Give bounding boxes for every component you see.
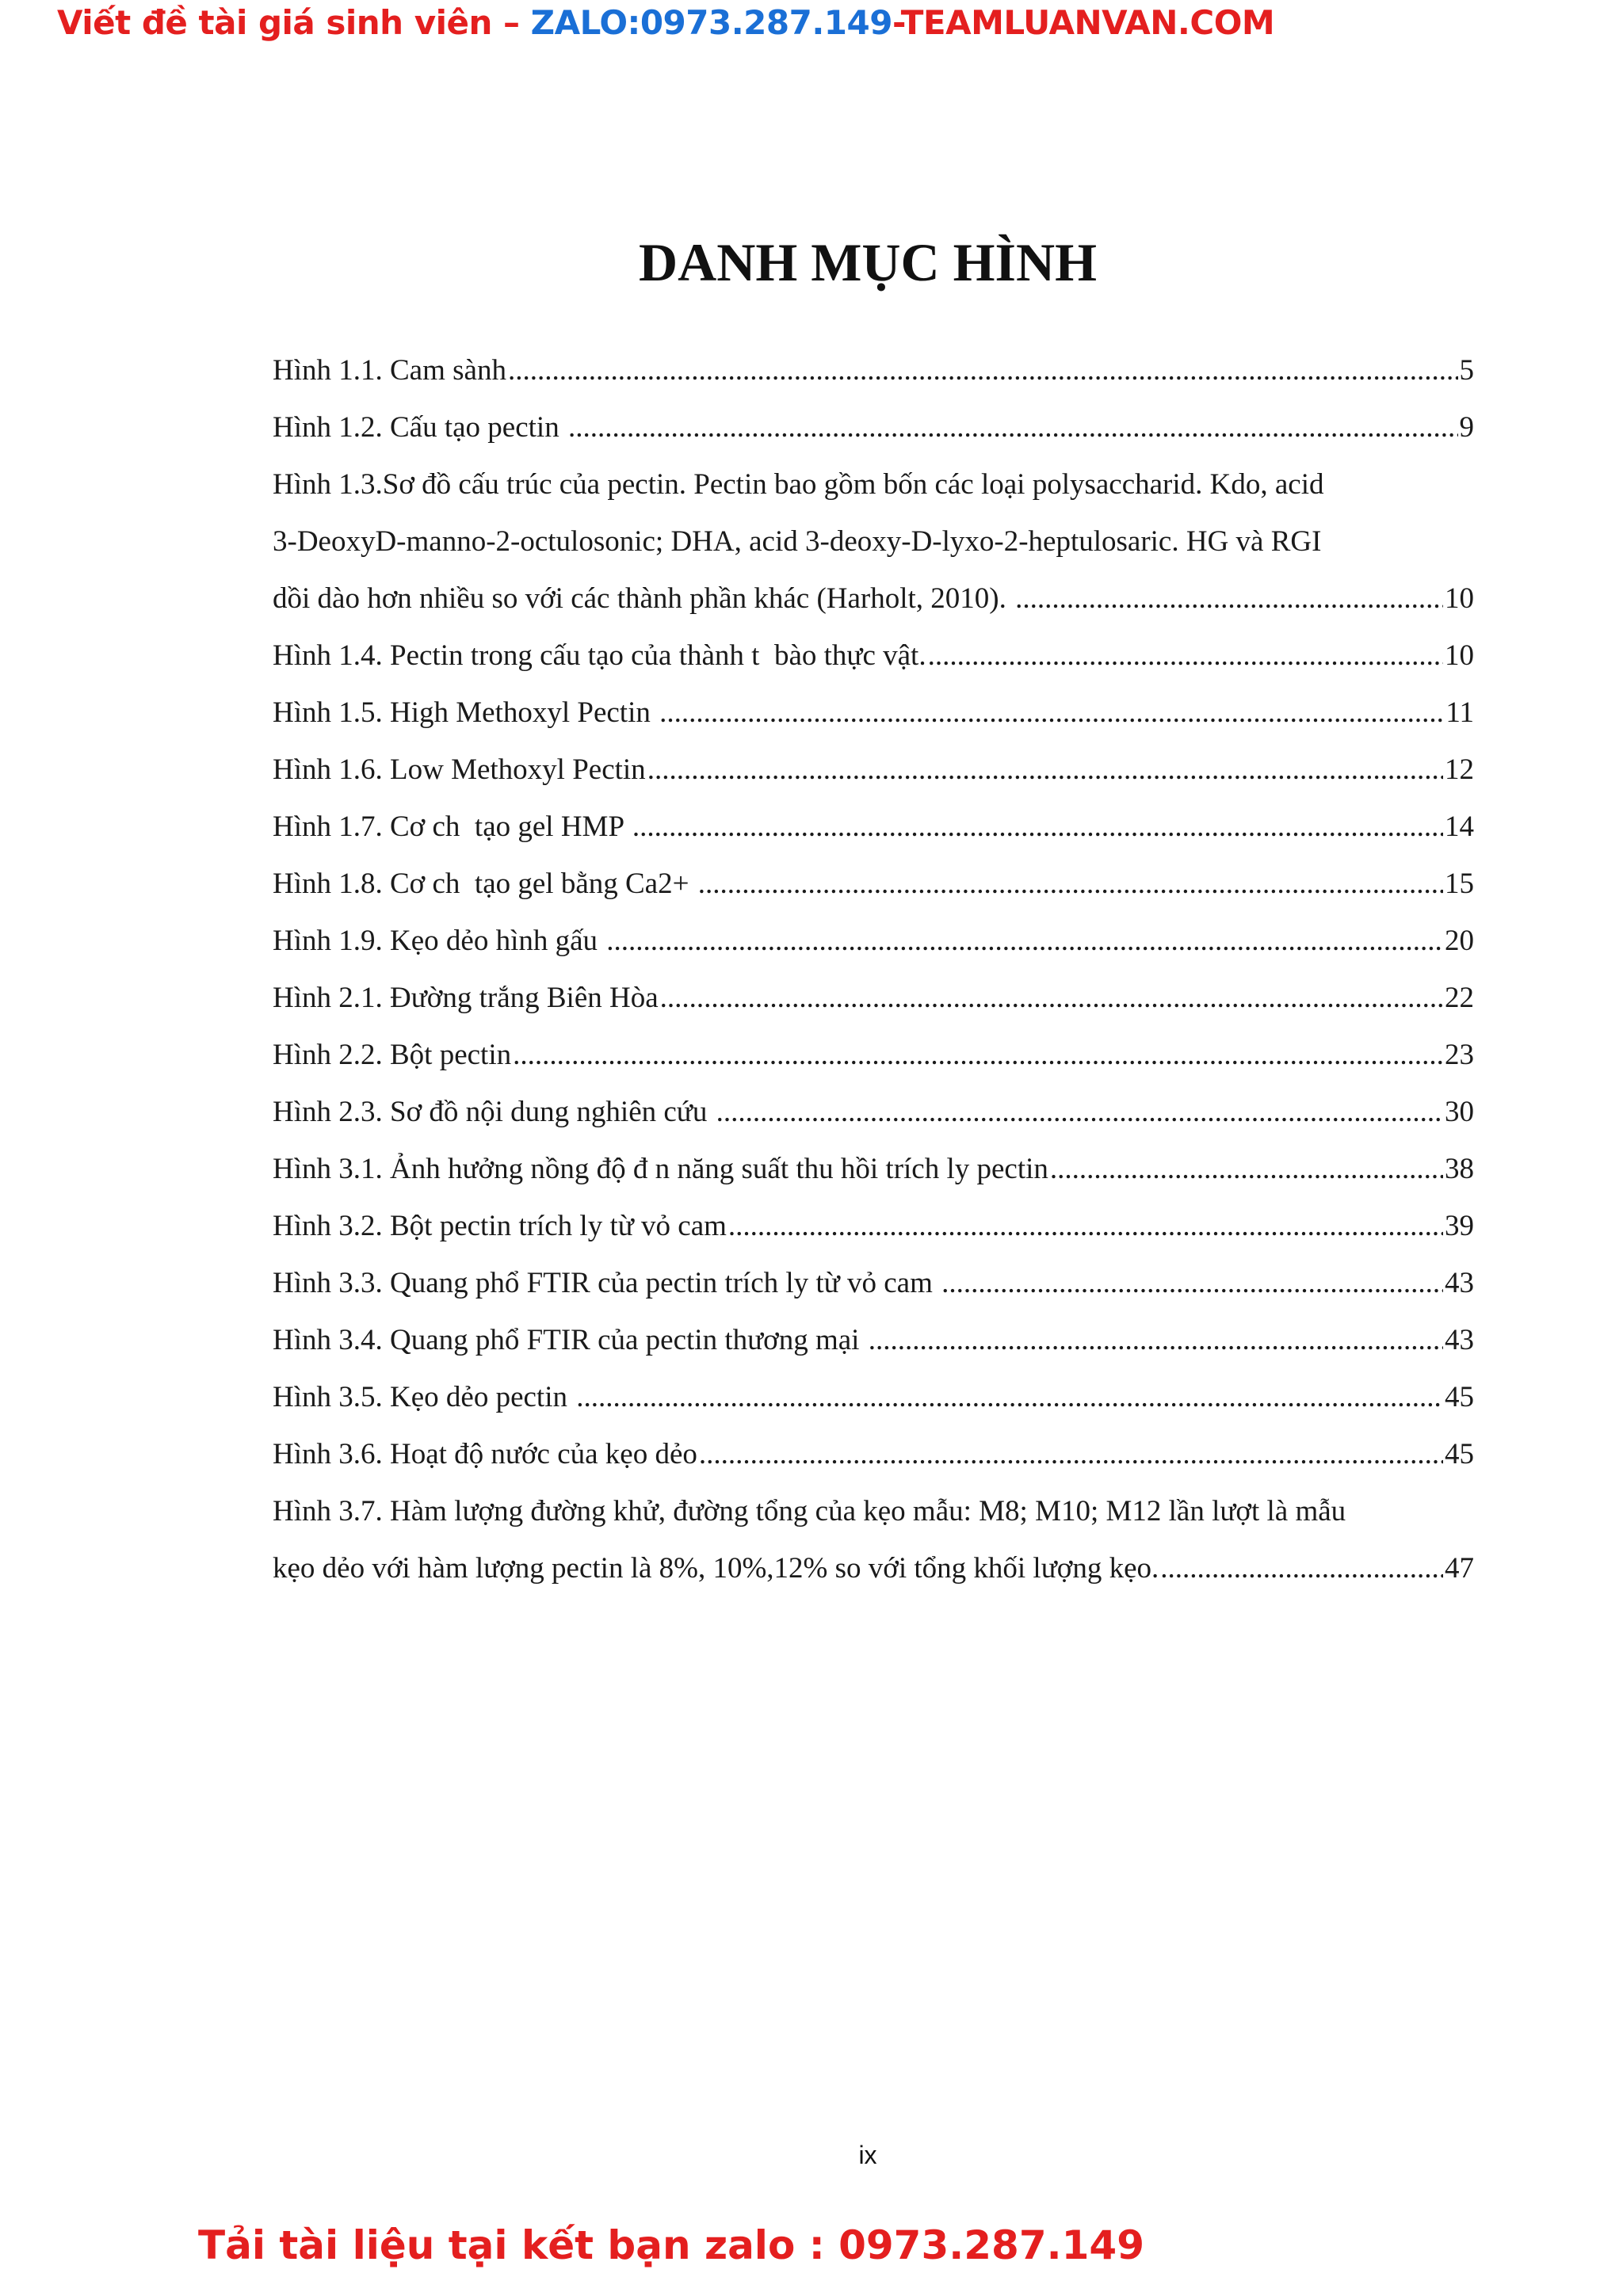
toc-leader-dots — [941, 1255, 1443, 1312]
toc-entry-label: Hình 3.2. Bột pectin trích ly từ vỏ cam — [273, 1210, 727, 1242]
toc-entry-page: 45 — [1445, 1381, 1474, 1413]
toc-entry-line — [273, 1312, 1474, 1369]
toc-entry[interactable] — [273, 685, 1474, 742]
toc-leader-dots — [632, 799, 1443, 856]
toc-entry[interactable] — [273, 1483, 1474, 1597]
toc-entry-label: Hình 2.2. Bột pectin — [273, 1039, 512, 1071]
toc-leader-dots — [508, 342, 1458, 399]
toc-entry-label: Hình 3.5. Kẹo dẻo pectin — [273, 1381, 575, 1413]
toc-entry[interactable] — [273, 1426, 1474, 1483]
toc-entry[interactable] — [273, 627, 1474, 685]
toc-leader-dots — [576, 1369, 1443, 1426]
toc-entry-line — [273, 570, 1474, 627]
toc-entry-line — [273, 1540, 1474, 1597]
toc-entry[interactable] — [273, 1141, 1474, 1198]
toc-entry[interactable] — [273, 970, 1474, 1027]
toc-entry-label: Hình 2.3. Sơ đồ nội dung nghiên cứu — [273, 1096, 715, 1128]
toc-entry[interactable] — [273, 1369, 1474, 1426]
toc-entry-label: Hình 3.3. Quang phổ FTIR của pectin trích ly từ vỏ cam — [273, 1267, 941, 1299]
toc-entry-line — [273, 1141, 1474, 1198]
toc-entry-line — [273, 1255, 1474, 1312]
toc-entry-label: Hình 1.5. High Methoxyl Pectin — [273, 696, 659, 729]
toc-entry[interactable] — [273, 1255, 1474, 1312]
toc-entry-page: 38 — [1445, 1153, 1474, 1185]
header-watermark-zalo: ZALO:0973.287.149 — [530, 3, 892, 42]
toc-entry[interactable] — [273, 456, 1474, 627]
toc-leader-dots — [568, 399, 1458, 456]
toc-entry-line — [273, 799, 1474, 856]
toc-entry-line — [273, 1027, 1474, 1084]
toc-entry[interactable] — [273, 913, 1474, 970]
toc-entry-label: kẹo dẻo với hàm lượng pectin là 8%, 10%,12% so với tổng khối lượng kẹo. — [273, 1552, 1159, 1585]
toc-entry-page: 45 — [1445, 1438, 1474, 1470]
figure-list — [273, 342, 1474, 1597]
toc-entry-page: 30 — [1445, 1096, 1474, 1128]
footer-watermark: Tải tài liệu tại kết bạn zalo : 0973.287.149 — [198, 2222, 1144, 2268]
toc-leader-dots — [716, 1084, 1443, 1141]
toc-entry[interactable] — [273, 1084, 1474, 1141]
toc-entry-text-line: Hình 3.7. Hàm lượng đường khử, đường tổng của kẹo mẫu: M8; M10; M12 lần lượt là mẫu — [273, 1495, 1346, 1527]
toc-leader-dots — [647, 742, 1443, 799]
toc-entry-line — [273, 742, 1474, 799]
toc-entry-page: 12 — [1445, 753, 1474, 786]
toc-entry[interactable] — [273, 799, 1474, 856]
toc-entry[interactable] — [273, 856, 1474, 913]
toc-entry-label: Hình 3.1. Ảnh hưởng nồng độ đ n năng suất thu hồi trích ly pectin — [273, 1153, 1048, 1185]
toc-entry-line — [273, 1369, 1474, 1426]
toc-entry-label: Hình 1.9. Kẹo dẻo hình gấu — [273, 925, 605, 957]
page-number: ix — [858, 2141, 877, 2169]
toc-entry-page: 11 — [1445, 696, 1474, 729]
toc-entry-line — [273, 1084, 1474, 1141]
header-watermark-text: Viết đề tài giá sinh viên – — [57, 3, 531, 42]
toc-entry[interactable] — [273, 1312, 1474, 1369]
page-title: DANH MỤC HÌNH — [639, 232, 1097, 292]
toc-entry-page: 23 — [1445, 1039, 1474, 1071]
toc-entry-line — [273, 342, 1474, 399]
toc-leader-dots — [928, 627, 1443, 685]
toc-entry-page: 43 — [1445, 1324, 1474, 1356]
toc-leader-dots — [513, 1027, 1443, 1084]
toc-entry-line — [273, 1198, 1474, 1255]
toc-entry-text-line: Hình 1.3.Sơ đồ cấu trúc của pectin. Pectin bao gồm bốn các loại polysaccharid. Kdo, acid — [273, 468, 1324, 501]
toc-entry-page: 10 — [1445, 639, 1474, 672]
toc-entry-label: Hình 1.1. Cam sành — [273, 354, 506, 387]
toc-entry-label: Hình 1.7. Cơ ch tạo gel HMP — [273, 810, 631, 843]
toc-leader-dots — [1015, 570, 1443, 627]
toc-entry-line — [273, 399, 1474, 456]
toc-entry-line — [273, 913, 1474, 970]
toc-entry-label: dồi dào hơn nhiều so với các thành phần khác (Harholt, 2010). — [273, 582, 1014, 615]
toc-entry-label: Hình 1.4. Pectin trong cấu tạo của thành t bào thực vật. — [273, 639, 926, 672]
toc-entry-line — [273, 970, 1474, 1027]
toc-leader-dots — [699, 1426, 1443, 1483]
toc-entry-line — [273, 627, 1474, 685]
toc-entry-label: Hình 2.1. Đường trắng Biên Hòa — [273, 982, 659, 1014]
toc-entry-label: Hình 3.6. Hoạt độ nước của kẹo dẻo — [273, 1438, 697, 1470]
toc-entry[interactable] — [273, 1198, 1474, 1255]
toc-entry-page: 5 — [1459, 354, 1474, 387]
header-watermark — [57, 3, 1274, 42]
header-watermark-site: -TEAMLUANVAN.COM — [892, 3, 1275, 42]
toc-leader-dots — [728, 1198, 1443, 1255]
toc-leader-dots — [1050, 1141, 1443, 1198]
toc-entry-page: 39 — [1445, 1210, 1474, 1242]
toc-entry-label: Hình 1.2. Cấu tạo pectin — [273, 411, 567, 444]
toc-entry-page: 43 — [1445, 1267, 1474, 1299]
toc-leader-dots — [660, 970, 1443, 1027]
toc-entry[interactable] — [273, 342, 1474, 399]
toc-entry-page: 22 — [1445, 982, 1474, 1014]
toc-entry-page: 9 — [1459, 411, 1474, 444]
toc-entry-line — [273, 685, 1474, 742]
toc-leader-dots — [606, 913, 1443, 970]
toc-entry-label: Hình 1.8. Cơ ch tạo gel bằng Ca2+ — [273, 868, 697, 900]
toc-entry-line — [273, 856, 1474, 913]
toc-leader-dots — [1160, 1540, 1443, 1597]
toc-entry[interactable] — [273, 742, 1474, 799]
toc-leader-dots — [659, 685, 1444, 742]
toc-entry-label: Hình 3.4. Quang phổ FTIR của pectin thương mại — [273, 1324, 867, 1356]
toc-entry-page: 20 — [1445, 925, 1474, 957]
toc-leader-dots — [698, 856, 1443, 913]
toc-entry-line — [273, 1426, 1474, 1483]
toc-entry-page: 15 — [1445, 868, 1474, 900]
toc-entry[interactable] — [273, 1027, 1474, 1084]
toc-entry-text-line: 3-DeoxyD-manno-2-octulosonic; DHA, acid 3-deoxy-D-lyxo-2-heptulosaric. HG và RGI — [273, 525, 1322, 558]
toc-entry-page: 14 — [1445, 810, 1474, 843]
toc-leader-dots — [869, 1312, 1443, 1369]
toc-entry-label: Hình 1.6. Low Methoxyl Pectin — [273, 753, 646, 786]
toc-entry-page: 47 — [1445, 1552, 1474, 1585]
toc-entry[interactable] — [273, 399, 1474, 456]
toc-entry-page: 10 — [1445, 582, 1474, 615]
